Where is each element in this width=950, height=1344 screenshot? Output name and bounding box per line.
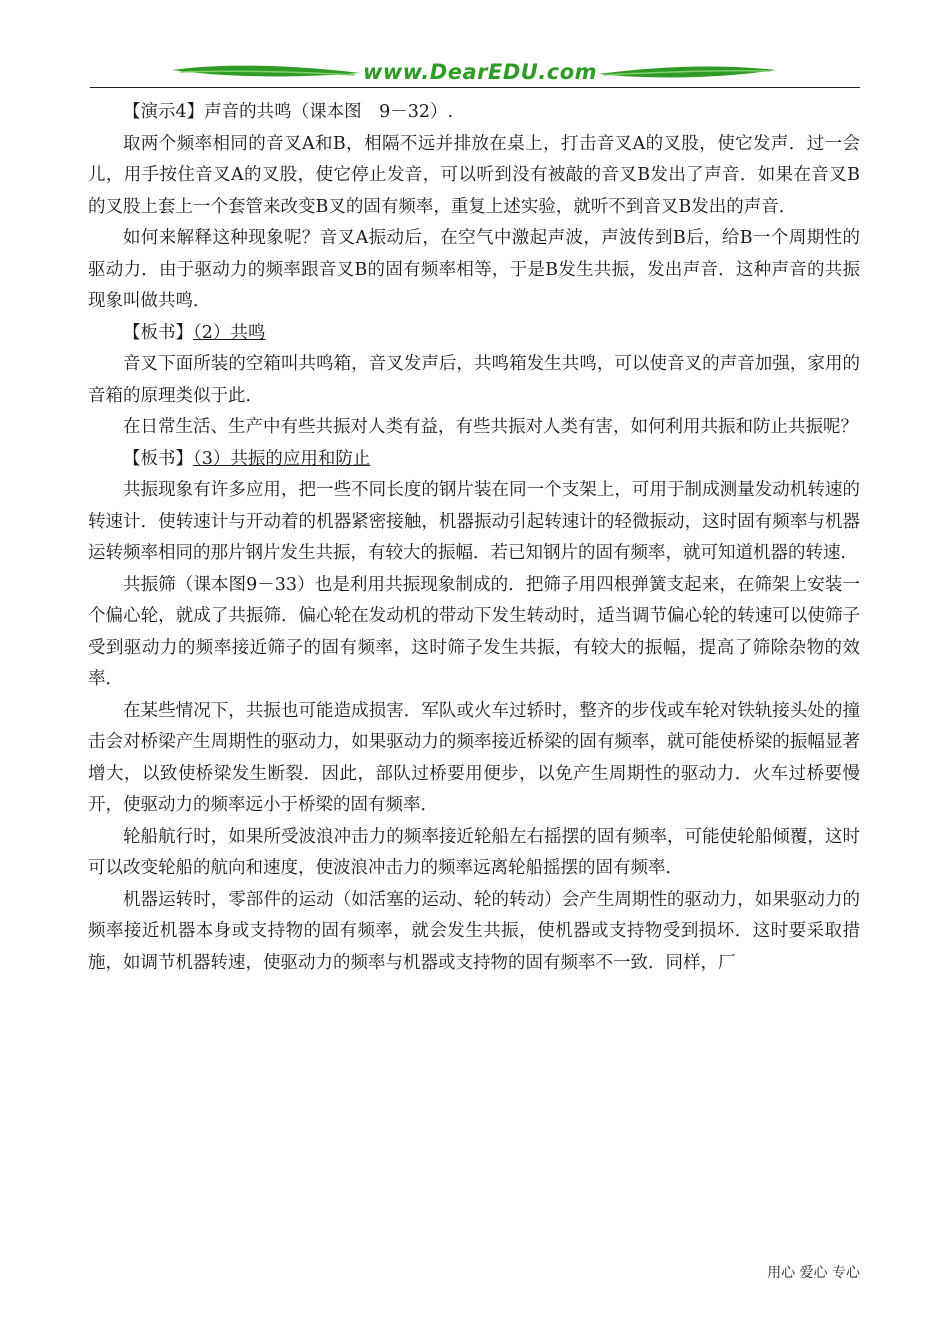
site-logo[interactable]: www.DearEDU.com bbox=[362, 60, 598, 84]
paragraph-6: 共振筛（课本图9－33）也是利用共振现象制成的．把筛子用四根弹簧支起来，在筛架上安装一个偏心轮，就成了共振筛．偏心轮在发动机的带动下发生转动时，适当调节偏心轮的转速可以使筛子受到驱动力的频率接近筛子的固有频率，这时筛子发生共振，有较大的振幅，提高了筛除杂物的效率． bbox=[88, 574, 860, 689]
board-note-1 bbox=[88, 318, 860, 350]
board-tag: 【板书】 bbox=[123, 322, 193, 343]
paragraph-1: 取两个频率相同的音叉A和B，相隔不远并排放在桌上，打击音叉A的叉股，使它发声．过一会儿，用手按住音叉A的叉股，使它停止发音，可以听到没有被敲的音叉B发出了声音．如果在音叉B的叉股上套上一个套管来改变B叉的固有频率，重复上述实验，就听不到音叉B发出的声音． bbox=[88, 133, 860, 217]
paragraph-8: 轮船航行时，如果所受波浪冲击力的频率接近轮船左右摇摆的固有频率，可能使轮船倾覆，这时可以改变轮船的航向和速度，使波浪冲击力的频率远离轮船摇摆的固有频率． bbox=[88, 826, 860, 878]
demo-title: 【演示4】声音的共鸣（课本图 9－32）. bbox=[123, 102, 454, 122]
paragraph-3: 音叉下面所装的空箱叫共鸣箱，音叉发声后，共鸣箱发生共鸣，可以使音叉的声音加强，家用的音箱的原理类似于此． bbox=[88, 354, 860, 406]
board-heading: （2）共鸣 bbox=[193, 322, 266, 343]
board-heading: （3）共振的应用和防止 bbox=[193, 448, 371, 469]
document-body bbox=[88, 97, 860, 979]
paragraph-9: 机器运转时，零部件的运动（如活塞的运动、轮的转动）会产生周期性的驱动力，如果驱动力的频率接近机器本身或支持物的固有频率，就会发生共振，使机器或支持物受到损坏．这时要采取措施，如调节机器转速，使驱动力的频率与机器或支持物的固有频率不一致．同样，厂 bbox=[88, 889, 860, 973]
paragraph-2: 如何来解释这种现象呢？音叉A振动后，在空气中激起声波，声波传到B后，给B一个周期性的驱动力．由于驱动力的频率跟音叉B的固有频率相等，于是B发生共振，发出声音．这种声音的共振现象叫做共鸣． bbox=[88, 228, 860, 311]
paragraph-5: 共振现象有许多应用，把一些不同长度的钢片装在同一个支架上，可用于制成测量发动机转速的转速计．使转速计与开动着的机器紧密接触，机器振动引起转速计的轻微振动，这时固有频率与机器运转频率相同的那片钢片发生共振，有较大的振幅．若已知钢片的固有频率，就可知道机器的转速． bbox=[88, 480, 860, 563]
page-header bbox=[0, 0, 950, 100]
board-note-2 bbox=[88, 444, 860, 476]
board-tag: 【板书】 bbox=[123, 448, 193, 469]
paragraph-4: 在日常生活、生产中有些共振对人类有益，有些共振对人类有害，如何利用共振和防止共振呢？ bbox=[123, 417, 858, 437]
paragraph-7: 在某些情况下，共振也可能造成损害．军队或火车过轿时，整齐的步伐或车轮对铁轨接头处的撞击会对桥梁产生周期性的驱动力，如果驱动力的频率接近桥梁的固有频率，就可能使桥梁的振幅显著增大，以致使桥梁发生断裂．因此，部队过桥要用便步，以免产生周期性的驱动力．火车过桥要慢开，使驱动力的频率远小于桥梁的固有频率． bbox=[88, 700, 860, 815]
header-rule bbox=[90, 87, 860, 88]
footer-motto: 用心 爱心 专心 bbox=[767, 1265, 860, 1281]
header-swoosh-graphic bbox=[0, 0, 950, 100]
